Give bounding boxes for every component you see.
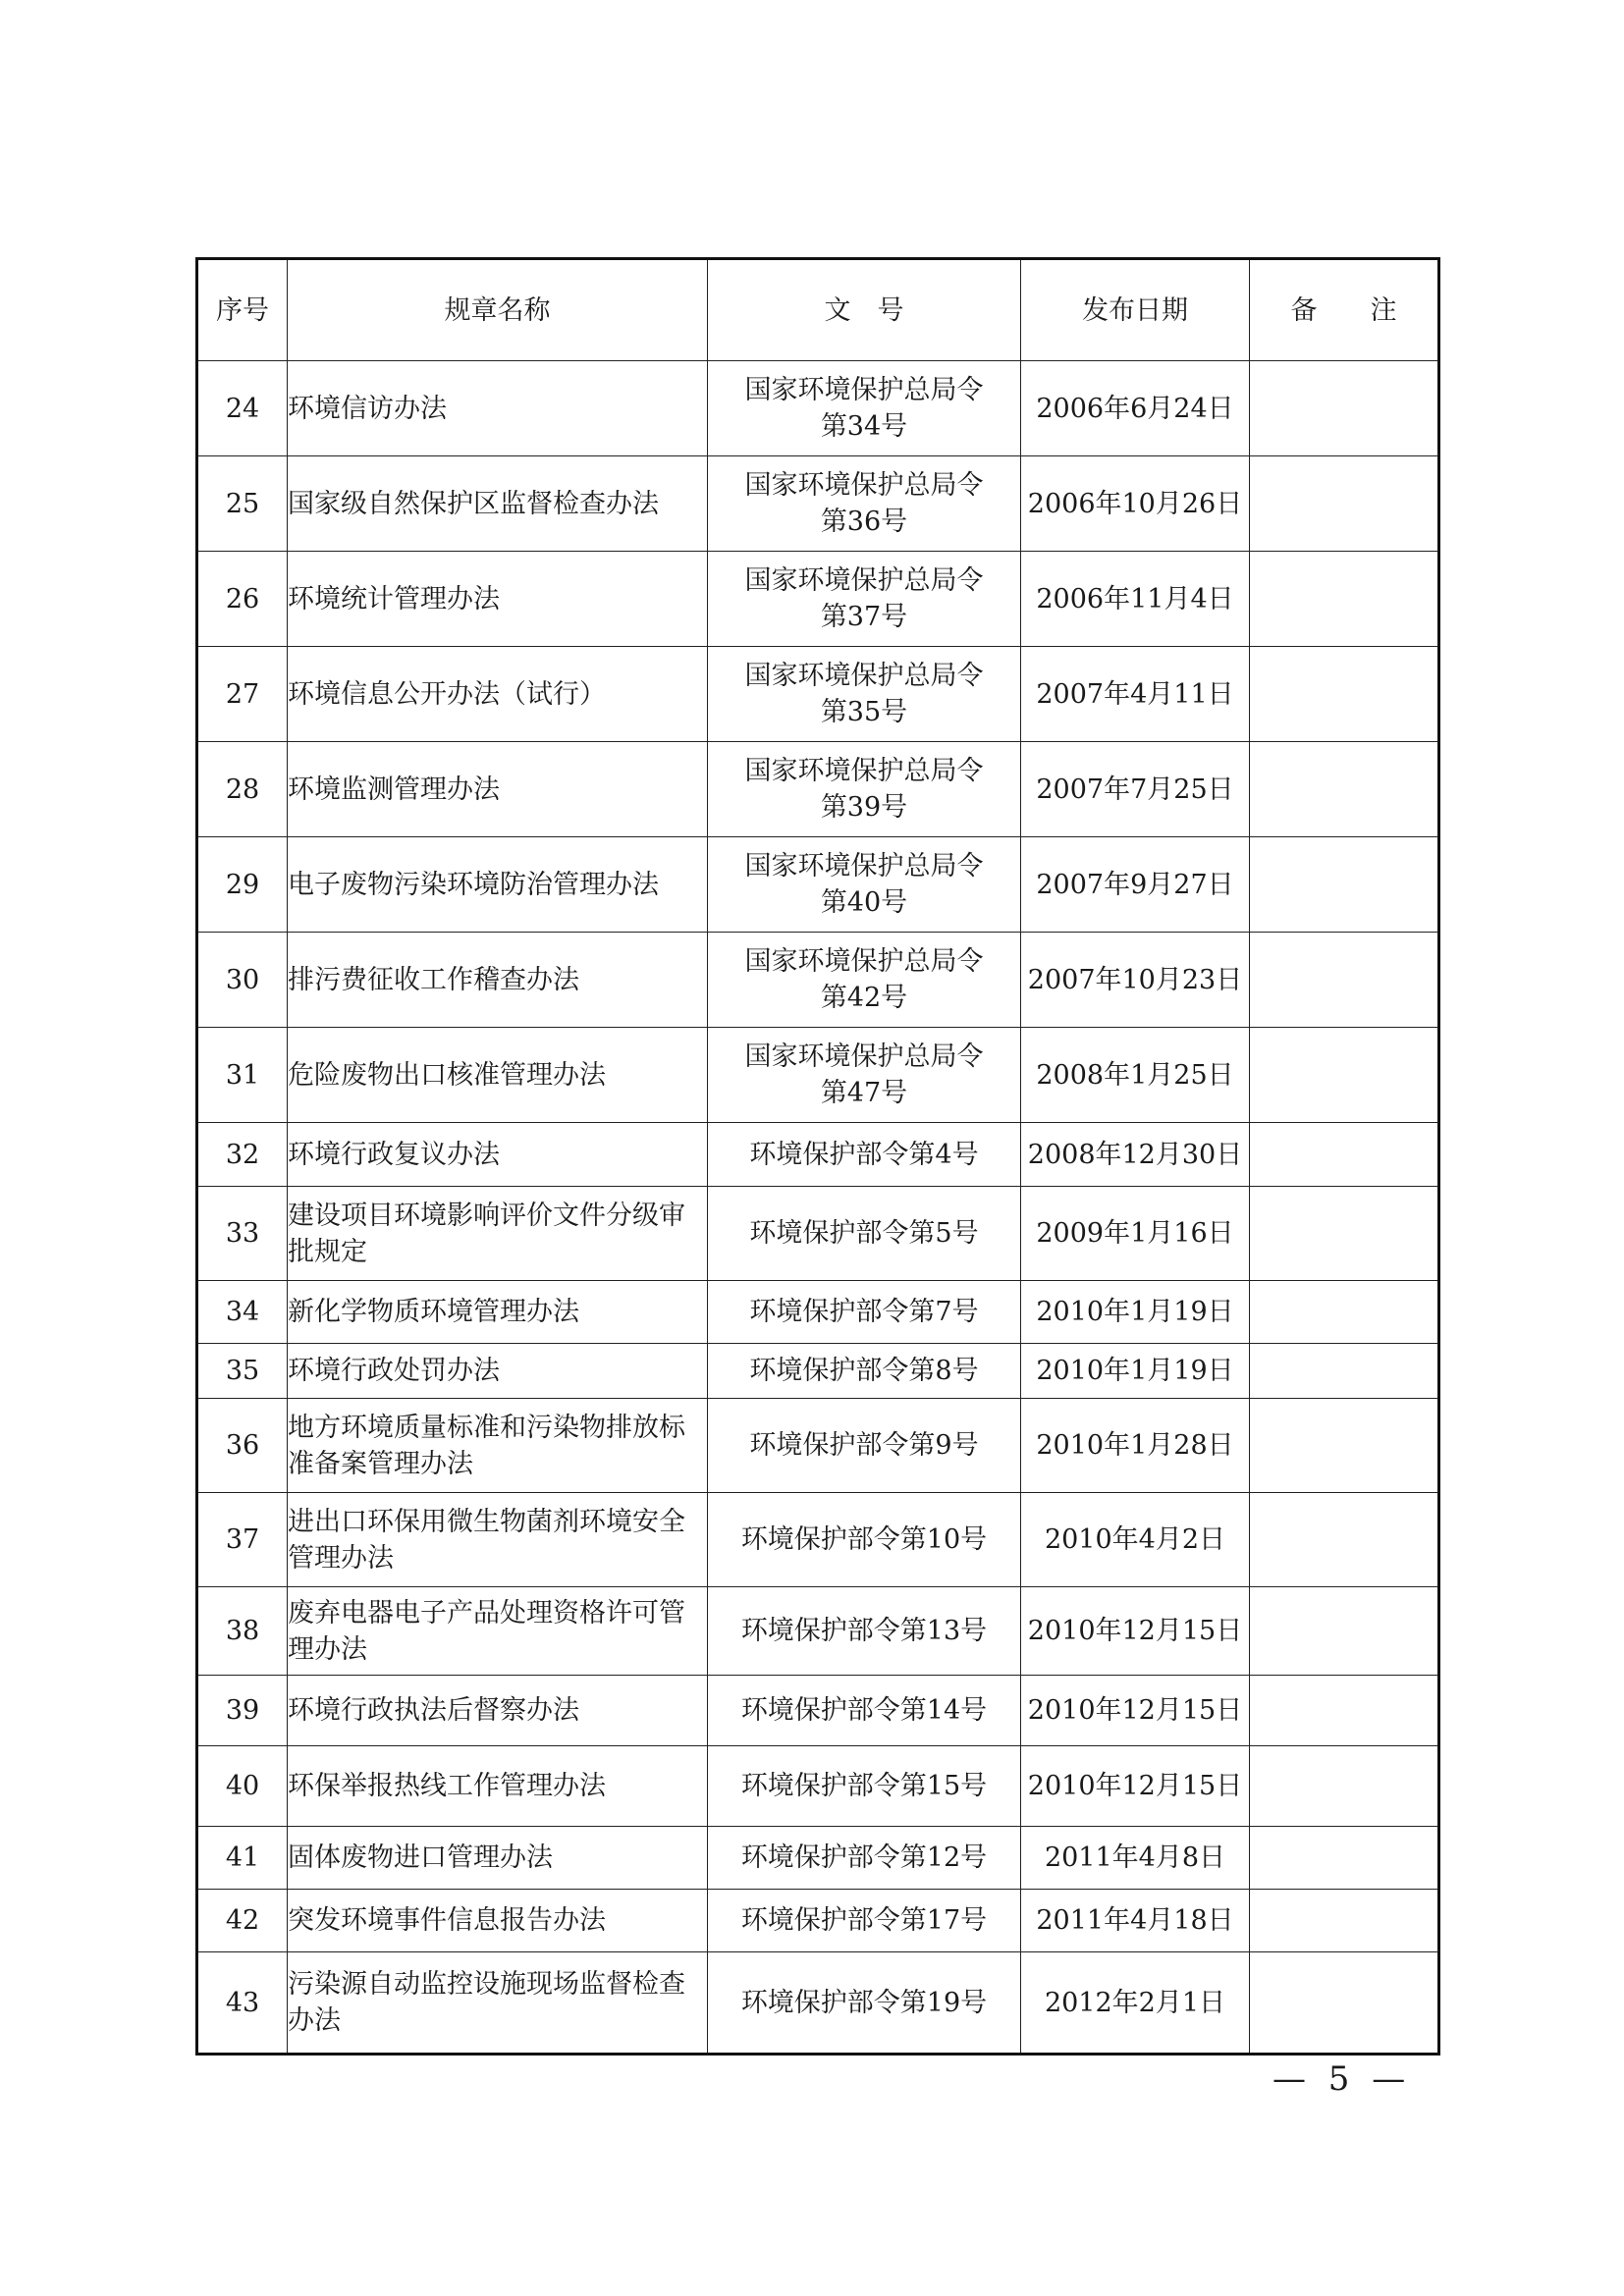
row-name: 污染源自动监控设施现场监督检查办法 <box>288 1952 708 2055</box>
table-row <box>197 647 1439 742</box>
row-date: 2010年1月19日 <box>1021 1344 1250 1399</box>
row-doc-line: 环境保护部令第15号 <box>740 1771 988 1801</box>
row-note <box>1250 1746 1439 1827</box>
row-doc-line: 环境保护部令第4号 <box>749 1139 979 1170</box>
row-doc <box>708 1827 1021 1890</box>
table-row <box>197 1587 1439 1676</box>
row-doc <box>708 1587 1021 1676</box>
row-doc <box>708 1890 1021 1952</box>
row-note <box>1250 647 1439 742</box>
row-doc <box>708 933 1021 1028</box>
row-name: 环境行政复议办法 <box>288 1123 708 1187</box>
row-doc-line: 国家环境保护总局令 <box>744 756 984 786</box>
row-doc <box>708 742 1021 837</box>
row-name: 固体废物进口管理办法 <box>288 1827 708 1890</box>
row-name: 新化学物质环境管理办法 <box>288 1281 708 1344</box>
row-note <box>1250 1587 1439 1676</box>
table-header-row <box>197 259 1439 361</box>
row-seq: 29 <box>197 837 288 933</box>
row-seq: 26 <box>197 552 288 647</box>
row-name: 危险废物出口核准管理办法 <box>288 1028 708 1123</box>
table-row <box>197 1281 1439 1344</box>
row-name: 建设项目环境影响评价文件分级审批规定 <box>288 1187 708 1281</box>
row-date: 2008年12月30日 <box>1021 1123 1250 1187</box>
row-doc-line: 第42号 <box>820 983 908 1013</box>
row-seq: 41 <box>197 1827 288 1890</box>
row-note <box>1250 1676 1439 1746</box>
table-row <box>197 1123 1439 1187</box>
row-seq: 27 <box>197 647 288 742</box>
row-date: 2007年7月25日 <box>1021 742 1250 837</box>
row-seq: 43 <box>197 1952 288 2055</box>
row-doc <box>708 1493 1021 1587</box>
table-body <box>197 361 1439 2055</box>
row-note <box>1250 456 1439 552</box>
row-doc-line: 国家环境保护总局令 <box>744 470 984 501</box>
row-seq: 24 <box>197 361 288 456</box>
row-date: 2010年12月15日 <box>1021 1746 1250 1827</box>
row-seq: 39 <box>197 1676 288 1746</box>
row-seq: 37 <box>197 1493 288 1587</box>
row-name: 废弃电器电子产品处理资格许可管理办法 <box>288 1587 708 1676</box>
row-doc-line: 第39号 <box>820 792 908 823</box>
row-date: 2009年1月16日 <box>1021 1187 1250 1281</box>
row-doc-line: 环境保护部令第9号 <box>749 1430 979 1461</box>
row-date: 2011年4月18日 <box>1021 1890 1250 1952</box>
row-date: 2012年2月1日 <box>1021 1952 1250 2055</box>
row-doc <box>708 1281 1021 1344</box>
row-seq: 40 <box>197 1746 288 1827</box>
table-row <box>197 1187 1439 1281</box>
row-name: 进出口环保用微生物菌剂环境安全管理办法 <box>288 1493 708 1587</box>
row-date: 2010年12月15日 <box>1021 1587 1250 1676</box>
row-doc-line: 第36号 <box>820 507 908 537</box>
table-row <box>197 837 1439 933</box>
table-row <box>197 933 1439 1028</box>
row-note <box>1250 1827 1439 1890</box>
row-doc-line: 第37号 <box>820 602 908 632</box>
row-doc-line: 第35号 <box>820 697 908 727</box>
row-seq: 38 <box>197 1587 288 1676</box>
row-date: 2006年11月4日 <box>1021 552 1250 647</box>
row-note <box>1250 1281 1439 1344</box>
row-name: 排污费征收工作稽查办法 <box>288 933 708 1028</box>
row-note <box>1250 933 1439 1028</box>
table-row <box>197 361 1439 456</box>
row-seq: 28 <box>197 742 288 837</box>
row-seq: 35 <box>197 1344 288 1399</box>
row-doc <box>708 1952 1021 2055</box>
row-date: 2010年12月15日 <box>1021 1676 1250 1746</box>
row-doc-line: 环境保护部令第14号 <box>740 1695 988 1726</box>
row-name: 地方环境质量标准和污染物排放标准备案管理办法 <box>288 1399 708 1493</box>
row-note <box>1250 1187 1439 1281</box>
header-date: 发布日期 <box>1021 259 1250 361</box>
header-name: 规章名称 <box>288 259 708 361</box>
row-seq: 42 <box>197 1890 288 1952</box>
regulations-table <box>195 257 1440 2056</box>
table-row <box>197 1746 1439 1827</box>
table-row <box>197 552 1439 647</box>
row-doc <box>708 1676 1021 1746</box>
table-row <box>197 456 1439 552</box>
row-doc-line: 环境保护部令第7号 <box>749 1297 979 1327</box>
row-doc-line: 环境保护部令第10号 <box>740 1524 988 1555</box>
row-doc <box>708 647 1021 742</box>
row-doc-line: 国家环境保护总局令 <box>744 1041 984 1072</box>
row-doc <box>708 456 1021 552</box>
row-name: 环境信息公开办法（试行） <box>288 647 708 742</box>
row-date: 2010年1月19日 <box>1021 1281 1250 1344</box>
row-seq: 34 <box>197 1281 288 1344</box>
row-date: 2007年10月23日 <box>1021 933 1250 1028</box>
table-row <box>197 1028 1439 1123</box>
row-doc-line: 国家环境保护总局令 <box>744 661 984 691</box>
row-date: 2007年4月11日 <box>1021 647 1250 742</box>
row-seq: 31 <box>197 1028 288 1123</box>
row-seq: 30 <box>197 933 288 1028</box>
row-seq: 33 <box>197 1187 288 1281</box>
row-doc-line: 环境保护部令第13号 <box>740 1616 988 1646</box>
row-name: 国家级自然保护区监督检查办法 <box>288 456 708 552</box>
row-seq: 32 <box>197 1123 288 1187</box>
row-doc <box>708 1344 1021 1399</box>
row-note <box>1250 1952 1439 2055</box>
row-doc-line: 国家环境保护总局令 <box>744 851 984 881</box>
row-doc-line: 环境保护部令第19号 <box>740 1987 988 2018</box>
row-doc-line: 第34号 <box>820 411 908 442</box>
table-row <box>197 1344 1439 1399</box>
table-row <box>197 1890 1439 1952</box>
row-name: 环境统计管理办法 <box>288 552 708 647</box>
row-date: 2007年9月27日 <box>1021 837 1250 933</box>
row-doc <box>708 361 1021 456</box>
row-doc <box>708 1746 1021 1827</box>
table-row <box>197 1493 1439 1587</box>
row-date: 2011年4月8日 <box>1021 1827 1250 1890</box>
row-note <box>1250 1890 1439 1952</box>
row-name: 环境信访办法 <box>288 361 708 456</box>
row-doc-line: 环境保护部令第8号 <box>749 1356 979 1386</box>
row-doc <box>708 1123 1021 1187</box>
row-name: 电子废物污染环境防治管理办法 <box>288 837 708 933</box>
row-doc <box>708 1187 1021 1281</box>
row-doc-line: 环境保护部令第5号 <box>749 1218 979 1249</box>
header-doc: 文 号 <box>708 259 1021 361</box>
row-date: 2008年1月25日 <box>1021 1028 1250 1123</box>
row-doc-line: 第40号 <box>820 887 908 918</box>
page-number: — 5 — <box>1272 2059 1412 2099</box>
row-date: 2006年10月26日 <box>1021 456 1250 552</box>
row-doc-line: 国家环境保护总局令 <box>744 565 984 596</box>
table-row <box>197 1952 1439 2055</box>
row-note <box>1250 1399 1439 1493</box>
row-note <box>1250 552 1439 647</box>
row-note <box>1250 742 1439 837</box>
row-name: 环保举报热线工作管理办法 <box>288 1746 708 1827</box>
row-doc <box>708 837 1021 933</box>
row-doc <box>708 1399 1021 1493</box>
table-row <box>197 1399 1439 1493</box>
row-seq: 36 <box>197 1399 288 1493</box>
table-row <box>197 1827 1439 1890</box>
row-date: 2010年1月28日 <box>1021 1399 1250 1493</box>
row-name: 突发环境事件信息报告办法 <box>288 1890 708 1952</box>
row-doc <box>708 1028 1021 1123</box>
row-doc-line: 国家环境保护总局令 <box>744 375 984 405</box>
row-seq: 25 <box>197 456 288 552</box>
row-note <box>1250 1028 1439 1123</box>
row-name: 环境监测管理办法 <box>288 742 708 837</box>
row-doc-line: 第47号 <box>820 1078 908 1108</box>
table-row <box>197 1676 1439 1746</box>
row-note <box>1250 361 1439 456</box>
row-note <box>1250 837 1439 933</box>
row-doc-line: 环境保护部令第17号 <box>740 1905 988 1936</box>
row-note <box>1250 1123 1439 1187</box>
header-note: 备 注 <box>1250 259 1439 361</box>
row-doc-line: 国家环境保护总局令 <box>744 946 984 977</box>
row-date: 2010年4月2日 <box>1021 1493 1250 1587</box>
row-doc-line: 环境保护部令第12号 <box>740 1842 988 1873</box>
row-name: 环境行政执法后督察办法 <box>288 1676 708 1746</box>
row-note <box>1250 1344 1439 1399</box>
table-row <box>197 742 1439 837</box>
row-date: 2006年6月24日 <box>1021 361 1250 456</box>
row-doc <box>708 552 1021 647</box>
header-seq: 序号 <box>197 259 288 361</box>
row-note <box>1250 1493 1439 1587</box>
row-name: 环境行政处罚办法 <box>288 1344 708 1399</box>
